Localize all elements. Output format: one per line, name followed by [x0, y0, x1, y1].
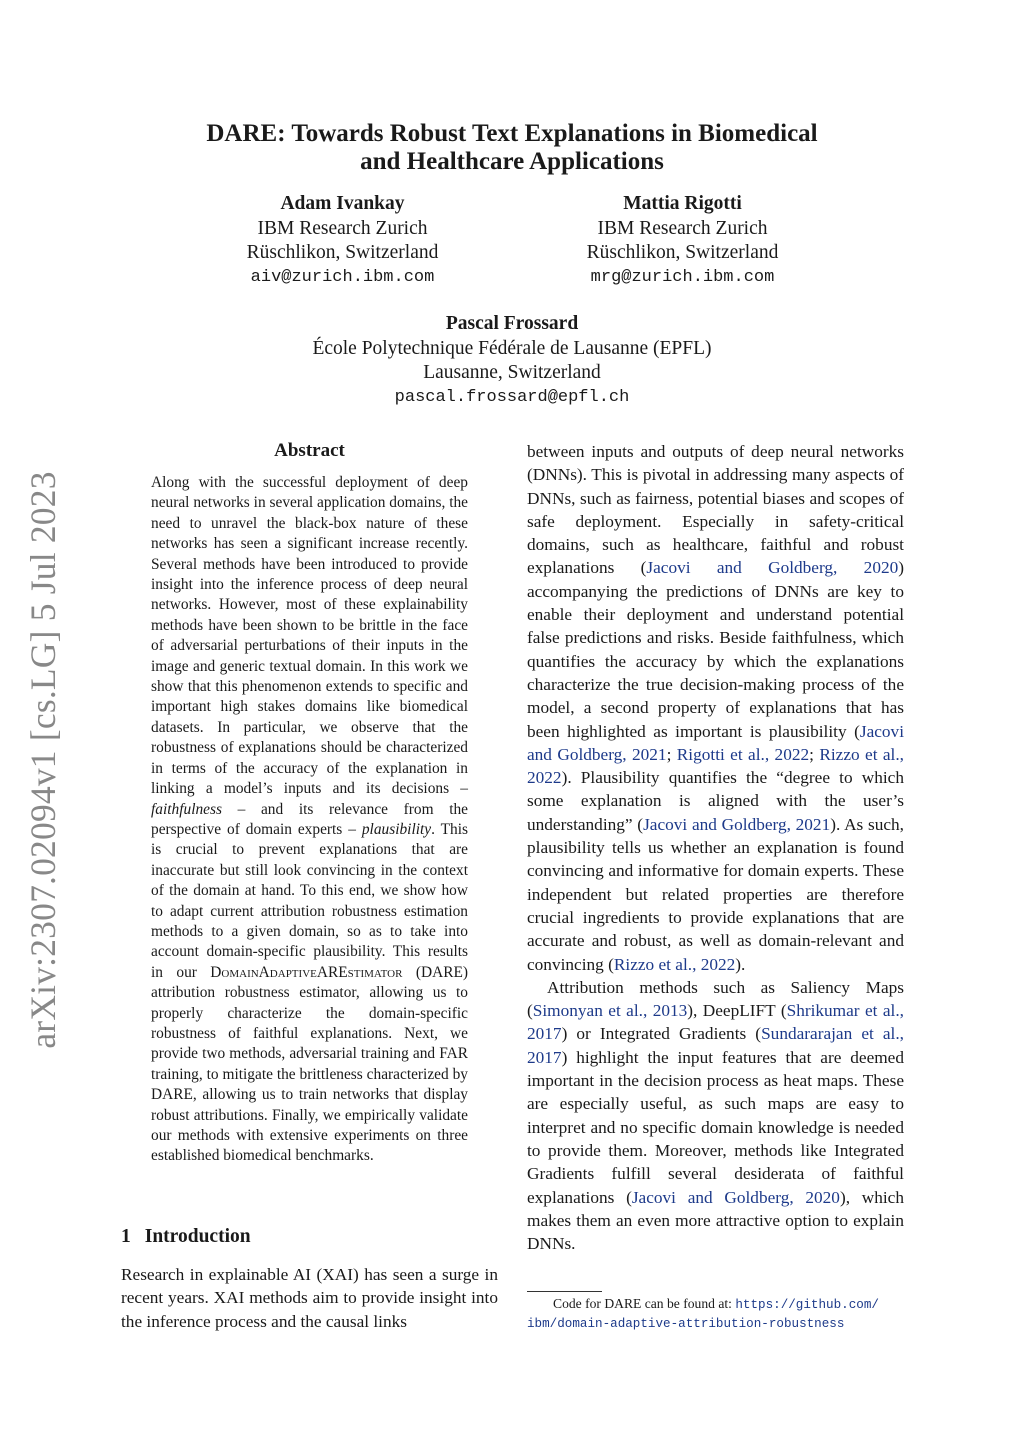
author-name: Adam Ivankay [280, 193, 405, 214]
citation-link[interactable]: Simonyan et al., 2013 [532, 1001, 688, 1021]
abstract-term-faithfulness: faithfulness [151, 800, 222, 818]
author-affiliation: IBM Research Zurich [597, 217, 768, 239]
citation-link[interactable]: Jacovi and Goldberg, 2021 [643, 814, 831, 834]
author-email: pascal.frossard@epfl.ch [394, 387, 630, 407]
author-name: Mattia Rigotti [623, 193, 742, 214]
author-location: Lausanne, Switzerland [423, 362, 601, 383]
abstract-text: – and its relevance from the perspective of domain experts – [151, 800, 468, 838]
title-line-1: DARE: Towards Robust Text Explanations in Biomedical [206, 120, 818, 147]
arxiv-identifier [8, 470, 78, 1050]
abstract-text: (DARE) attribution robustness estimator, allowing us to properly characterize the domain-specific robustness of faithful explanations. Next, we provide two methods, adversarial training and FAR training, to mitigate the brittleness characterized by DARE, allowing us to train networks that display robust attributions. Finally, we empirically validate our methods with extensive experiments on three established biomedical benchmarks. [151, 963, 468, 1165]
paper-title [150, 120, 874, 176]
footnote-text: Code for DARE can be found at: [553, 1296, 736, 1311]
estimator-name: DomainAdaptiveAREstimator [210, 963, 403, 981]
citation-link[interactable]: Rigotti et al., 2022 [676, 744, 810, 764]
author-name: Pascal Frossard [445, 313, 579, 334]
footnote-url-link[interactable]: https://github.com/ [735, 1298, 879, 1312]
citation-link[interactable]: Rizzo et al., 2022 [613, 954, 736, 974]
footnote-url-link[interactable]: ibm/domain-adaptive-attribution-robustness [527, 1317, 845, 1331]
citation-link[interactable]: Rizzo et al., 2022 [527, 744, 905, 788]
citation-link[interactable]: Sundararajan et al., 2017 [527, 1024, 904, 1067]
author-location: Rüschlikon, Switzerland [586, 242, 779, 263]
arxiv-identifier-text: arXiv:2307.02094v1 [cs.LG] 5 Jul 2023 [23, 471, 63, 1049]
citation-link[interactable]: Jacovi and Goldberg, 2020 [631, 1187, 840, 1207]
citation-link[interactable]: Jacovi and Goldberg, 2020 [646, 558, 899, 578]
citation-link[interactable]: Shrikumar et al., 2017 [527, 1001, 904, 1044]
intro-paragraph-2: Attribution methods such as Saliency Maps (Simonyan et al., 2013), DeepLIFT (Shrikumar et al., 2017) or Integrated Gradients (Sundararajan et al., 2017) highlight the input features that are deemed important in the decision process as heat maps. These are especially useful, as such maps are easy to interpret and no specific domain knowledge is needed to provide them. Moreover, methods like Integrated Gradients fulfill several desiderata of faithful explanations (Jacovi and Goldberg, 2020), which makes them an even more attractive option to explain DNNs. [527, 977, 904, 1254]
section-number: 1 [121, 1226, 131, 1247]
abstract-heading: Abstract [274, 440, 345, 461]
intro-paragraph-1: between inputs and outputs of deep neural networks (DNNs). This is pivotal in addressing many aspects of DNNs, such as fairness, potential biases and scopes of safe deployment. Especially in safety-critical domains, such as healthcare, faithful and robust explanations (Jacovi and Goldberg, 2020) accompanying the predictions of DNNs are key to enable their deployment and understand potential false predictions and risks. Beside faithfulness, which quantifies the accuracy by which the explanations characterize the true decision-making process of the model, a second property of explanations that has been highlighted as important is plausibility (Jacovi and Goldberg, 2021; Rigotti et al., 2022; Rizzo et al., 2022). Plausibility quantifies the “degree to which some explanation is aligned with the user’s understanding” (Jacovi and Goldberg, 2021). As such, plausibility tells us whether an explanation is found convincing and informative for domain experts. These independent but related properties are therefore crucial ingredients to provide explanations that are accurate and robust, as well as domain-relevant and convincing (Rizzo et al., 2022). [527, 442, 905, 974]
author-location: Rüschlikon, Switzerland [246, 242, 439, 263]
author-block-3 [262, 312, 762, 410]
author-email: aiv@zurich.ibm.com [250, 267, 435, 287]
footnote [527, 1295, 907, 1333]
title-line-2: and Healthcare Applications [360, 148, 664, 175]
author-affiliation: École Polytechnique Fédérale de Lausanne (EPFL) [312, 337, 712, 359]
right-column [527, 440, 904, 1255]
author-email: mrg@zurich.ibm.com [590, 267, 775, 287]
abstract-body [151, 473, 468, 1167]
abstract-text: Along with the successful deployment of deep neural networks in several application domains, the need to unravel the black-box nature of these networks has seen a significant increase recently. Several methods have been introduced to provide insight into the inference process of deep neural networks. However, most of these explainability methods have been shown to be brittle in the face of adversarial perturbations of their inputs in the image and generic textual domain. In this work we show that this phenomenon extends to specific and important high stakes domains like biomedical datasets. In particular, we observe that the robustness of explanations should be characterized in terms of the accuracy of the explanation in linking a model’s inputs and its decisions – [151, 474, 468, 798]
author-affiliation: IBM Research Zurich [257, 217, 428, 239]
citation-link[interactable]: Jacovi and Goldberg, 2021 [527, 721, 904, 764]
author-block-2 [540, 192, 825, 290]
intro-paragraph-start: Research in explainable AI (XAI) has seen a surge in recent years. XAI methods aim to provide insight into the inference process and the causal links [121, 1265, 498, 1331]
footnote-divider [527, 1291, 602, 1292]
abstract-term-plausibility: plausibility [361, 820, 432, 838]
section-title: Introduction [144, 1226, 251, 1247]
abstract-text: . This is crucial to prevent explanations that are inaccurate but still look convincing in the context of the domain at hand. To this end, we show how to adapt current attribution robustness estimation methods to a given domain, so as to take into account domain-specific plausibility. This results in our [151, 820, 468, 981]
section-heading [121, 1226, 251, 1248]
author-block-1 [200, 192, 485, 290]
